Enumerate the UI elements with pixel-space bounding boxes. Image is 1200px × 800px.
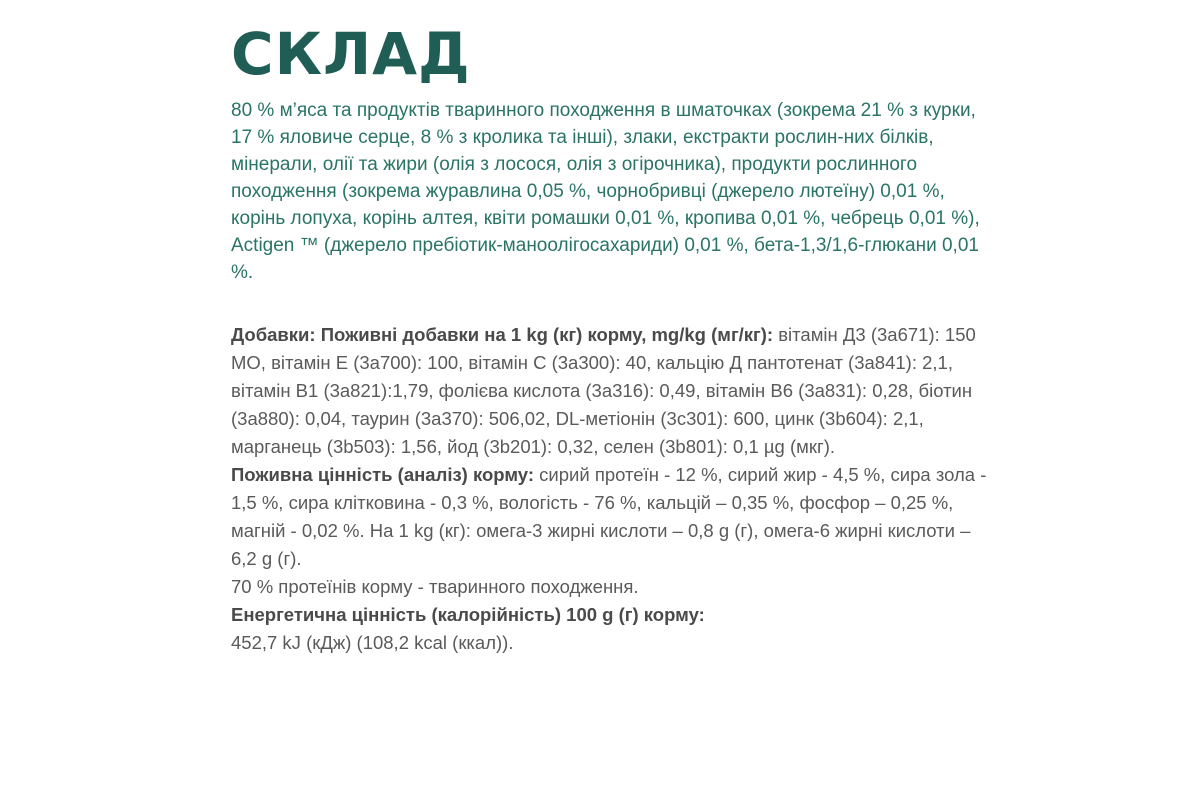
composition-text: 80 % м’яса та продуктів тваринного походження в шматочках (зокрема 21 % з курки, 17 % яловиче серце, 8 % з кролика та інші), злаки, екстракти рослин-них білків, мінерали, олії та жири (олія з лосося, олія з огірочника), продукти рослинного походження (зокрема журавлина 0,05 %, чорнобривці (джерело лютеїну) 0,01 %, корінь лопуха, корінь алтея, квіти ромашки 0,01 %, кропива 0,01 %, чебрець 0,01 %), Actigen ™ (джерело пребіотик-маноолігосахариди) 0,01 %, бета-1,3/1,6-глюкани 0,01 %. (231, 100, 980, 283)
energy-text: 452,7 kJ (кДж) (108,2 kcal (ккал)). (231, 632, 514, 653)
additives-text: вітамін Д3 (3а671): 150 МО, вітамін Е (3а700): 100, вітамін С (3а300): 40, кальцію Д пантотенат (3а841): 2,1, вітамін В1 (3а821):1,79, фолієва кислота (3а316): 0,49, вітамін В6 (3а831): 0,28, біотин (3а880): 0,04, таурин (3а370): 506,02, DL-метіонін (3с301): 600, цинк (3b604): 2,1, марганець (3b503): 1,56, йод (3b201): 0,32, селен (3b801): 0,1 µg (мкг). (231, 324, 976, 457)
energy-label: Енергетична цінність (калорійність) 100 g (г) корму: (231, 604, 705, 625)
additives-section (231, 321, 991, 657)
nutrition-label: Поживна цінність (аналіз) корму: (231, 464, 535, 485)
additives-label: Добавки: Поживні добавки на 1 kg (кг) корму, mg/kg (мг/кг): (231, 324, 774, 345)
protein-note: 70 % протеїнів корму - тваринного походження. (231, 576, 639, 597)
page-title: СКЛАД (231, 20, 471, 88)
nutrition-text: сирий протеїн - 12 %, сирий жир - 4,5 %, сира зола - 1,5 %, сира клітковина - 0,3 %, вологість - 76 %, кальцій – 0,35 %, фосфор – 0,25 %, магній - 0,02 %. На 1 kg (кг): омега-3 жирні кислоти – 0,8 g (г), омега-6 жирні кислоти – 6,2 g (г). (231, 464, 987, 569)
